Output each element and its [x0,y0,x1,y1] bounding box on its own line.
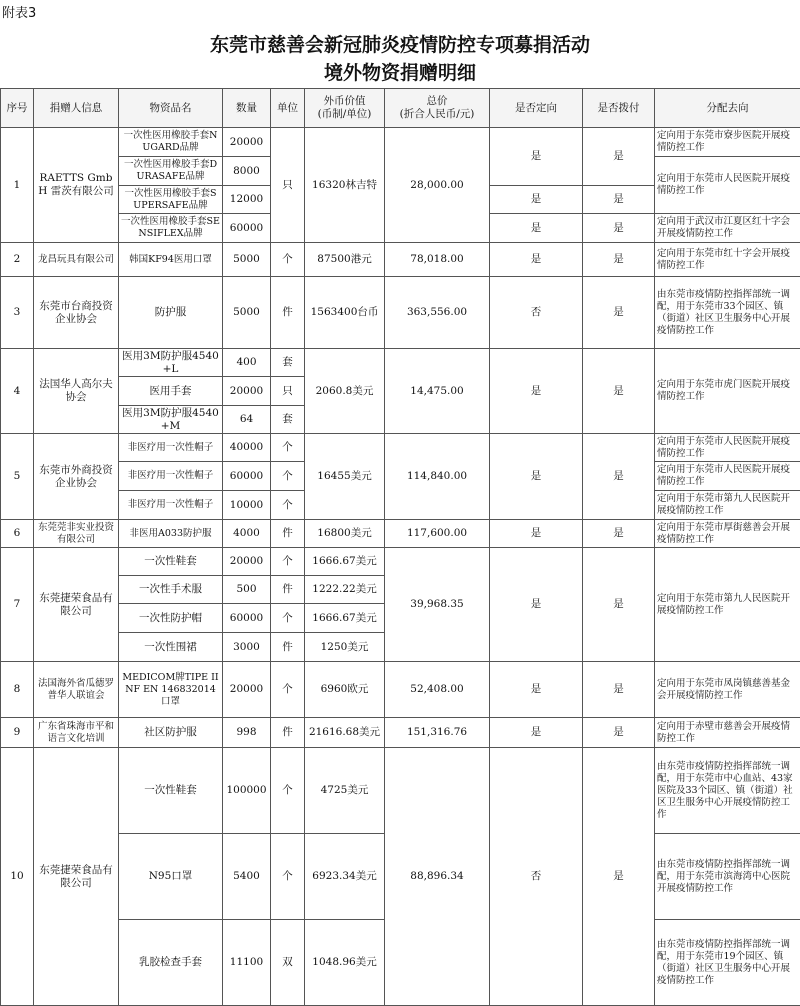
paid-cell: 是 [583,548,655,662]
header-directed: 是否定向 [490,89,583,128]
item-cell: 乳胶检查手套 [119,920,223,1006]
header-paid: 是否拨付 [583,89,655,128]
item-cell: 社区防护服 [119,718,223,748]
paid-cell: 是 [583,718,655,748]
directed-cell: 是 [490,434,583,520]
row-no: 4 [1,349,34,434]
item-cell: 防护服 [119,277,223,349]
directed-cell: 是 [490,548,583,662]
paid-cell: 是 [583,748,655,1006]
unit-cell: 个 [271,462,305,491]
donor-cell: RAETTS GmbH 雷茨有限公司 [34,128,119,243]
unit-cell: 件 [271,633,305,662]
row-no: 7 [1,548,34,662]
donor-cell: 广东省珠海市平和语言文化培训 [34,718,119,748]
qty-cell: 4000 [223,520,271,548]
qty-cell: 8000 [223,157,271,186]
directed-cell: 是 [490,349,583,434]
directed-cell: 否 [490,748,583,1006]
qty-cell: 100000 [223,748,271,834]
dest-cell: 定向用于东莞市厚街慈善会开展疫情防控工作 [655,520,800,548]
table-row [1,243,800,277]
dest-cell: 定向用于东莞市人民医院开展疫情防控工作 [655,462,800,491]
paid-cell: 是 [583,520,655,548]
fx-cell: 1666.67美元 [305,548,385,576]
dest-cell: 由东莞市疫情防控指挥部统一调配，用于东莞市滨海湾中心医院开展疫情防控工作 [655,834,800,920]
dest-cell: 定向用于赤壁市慈善会开展疫情防控工作 [655,718,800,748]
row-no: 1 [1,128,34,243]
item-cell: 非医疗用一次性帽子 [119,462,223,491]
document-subtitle: 境外物资捐赠明细 [0,58,800,85]
dest-cell: 定向用于东莞市人民医院开展疫情防控工作 [655,434,800,462]
total-cell: 78,018.00 [385,243,490,277]
fx-cell: 1222.22美元 [305,576,385,604]
dest-cell: 定向用于东莞市寮步医院开展疫情防控工作 [655,128,800,157]
donation-table [0,88,800,1006]
donor-cell: 东莞市外商投资企业协会 [34,434,119,520]
unit-cell: 套 [271,349,305,377]
table-row [1,128,800,157]
paid-cell: 是 [583,214,655,243]
unit-cell: 个 [271,834,305,920]
item-cell: 一次性防护帽 [119,604,223,633]
fx-cell: 1250美元 [305,633,385,662]
qty-cell: 20000 [223,377,271,406]
donor-cell: 东莞市台商投资企业协会 [34,277,119,349]
table-row [1,718,800,748]
qty-cell: 5000 [223,243,271,277]
dest-cell: 定向用于东莞市人民医院开展疫情防控工作 [655,157,800,214]
item-cell: N95口罩 [119,834,223,920]
fx-cell: 6923.34美元 [305,834,385,920]
unit-cell: 件 [271,576,305,604]
item-cell: 一次性鞋套 [119,748,223,834]
item-cell: 一次性医用橡胶手套SENSIFLEX品牌 [119,214,223,243]
paid-cell: 是 [583,662,655,718]
header-row [1,89,800,128]
row-no: 3 [1,277,34,349]
unit-cell: 个 [271,748,305,834]
donor-cell: 法国海外省瓜德罗普华人联谊会 [34,662,119,718]
dest-cell: 定向用于武汉市江夏区红十字会开展疫情防控工作 [655,214,800,243]
directed-cell: 否 [490,277,583,349]
unit-cell: 个 [271,662,305,718]
header-donor: 捐赠人信息 [34,89,119,128]
row-no: 2 [1,243,34,277]
donor-cell: 东莞莞非实业投资有限公司 [34,520,119,548]
item-cell: 医用3M防护服4540+M [119,406,223,434]
donor-cell: 东莞捷荣食品有限公司 [34,748,119,1006]
qty-cell: 60000 [223,462,271,491]
fx-cell: 1563400台币 [305,277,385,349]
qty-cell: 5000 [223,277,271,349]
item-cell: 非医疗用一次性帽子 [119,491,223,520]
table-row [1,349,800,377]
item-cell: 一次性医用橡胶手套DURASAFE品牌 [119,157,223,186]
header-no: 序号 [1,89,34,128]
directed-cell: 是 [490,214,583,243]
header-item: 物资品名 [119,89,223,128]
fx-cell: 87500港元 [305,243,385,277]
qty-cell: 20000 [223,548,271,576]
dest-cell: 定向用于东莞市第九人民医院开展疫情防控工作 [655,491,800,520]
table-row [1,434,800,462]
item-cell: 韩国KF94医用口罩 [119,243,223,277]
fx-cell: 1666.67美元 [305,604,385,633]
table-row [1,520,800,548]
fx-cell: 2060.8美元 [305,349,385,434]
item-cell: 医用手套 [119,377,223,406]
dest-cell: 定向用于东莞市红十字会开展疫情防控工作 [655,243,800,277]
total-cell: 151,316.76 [385,718,490,748]
qty-cell: 40000 [223,434,271,462]
qty-cell: 20000 [223,128,271,157]
unit-cell: 只 [271,377,305,406]
item-cell: 非医用A033防护服 [119,520,223,548]
directed-cell: 是 [490,186,583,214]
fx-cell: 16455美元 [305,434,385,520]
table-row [1,748,800,834]
row-no: 9 [1,718,34,748]
unit-cell: 个 [271,548,305,576]
unit-cell: 个 [271,491,305,520]
qty-cell: 20000 [223,662,271,718]
fx-cell: 6960欧元 [305,662,385,718]
dest-cell: 由东莞市疫情防控指挥部统一调配，用于东莞市中心血站、43家医院及33个园区、镇（街道）社区卫生服务中心开展疫情防控工作 [655,748,800,834]
total-cell: 114,840.00 [385,434,490,520]
donor-cell: 东莞捷荣食品有限公司 [34,548,119,662]
table-row [1,277,800,349]
total-cell: 363,556.00 [385,277,490,349]
dest-cell: 定向用于东莞市凤岗镇慈善基金会开展疫情防控工作 [655,662,800,718]
total-cell: 88,896.34 [385,748,490,1006]
item-cell: MEDICOM牌TIPE II NF EN 146832014口罩 [119,662,223,718]
directed-cell: 是 [490,662,583,718]
paid-cell: 是 [583,128,655,186]
item-cell: 一次性医用橡胶手套SUPERSAFE品牌 [119,186,223,214]
fx-cell: 21616.68美元 [305,718,385,748]
qty-cell: 5400 [223,834,271,920]
header-qty: 数量 [223,89,271,128]
dest-cell: 由东莞市疫情防控指挥部统一调配，用于东莞市19个园区、镇（街道）社区卫生服务中心开展疫情防控工作 [655,920,800,1006]
qty-cell: 12000 [223,186,271,214]
row-no: 10 [1,748,34,1006]
fx-cell: 16800美元 [305,520,385,548]
unit-cell: 个 [271,434,305,462]
qty-cell: 60000 [223,214,271,243]
row-no: 8 [1,662,34,718]
directed-cell: 是 [490,128,583,186]
dest-cell: 定向用于东莞市虎门医院开展疫情防控工作 [655,349,800,434]
unit-cell: 双 [271,920,305,1006]
item-cell: 一次性医用橡胶手套NUGARD品牌 [119,128,223,157]
qty-cell: 60000 [223,604,271,633]
table-row [1,662,800,718]
donor-cell: 龙昌玩具有限公司 [34,243,119,277]
item-cell: 一次性手术服 [119,576,223,604]
table-row [1,548,800,576]
directed-cell: 是 [490,243,583,277]
item-cell: 非医疗用一次性帽子 [119,434,223,462]
unit-cell: 个 [271,243,305,277]
directed-cell: 是 [490,520,583,548]
row-no: 6 [1,520,34,548]
header-unit: 单位 [271,89,305,128]
header-total: 总价 (折合人民币/元) [385,89,490,128]
item-cell: 一次性围裙 [119,633,223,662]
paid-cell: 是 [583,186,655,214]
fx-cell: 16320林吉特 [305,128,385,243]
total-cell: 14,475.00 [385,349,490,434]
header-dest: 分配去向 [655,89,800,128]
paid-cell: 是 [583,277,655,349]
total-cell: 117,600.00 [385,520,490,548]
paid-cell: 是 [583,434,655,520]
unit-cell: 件 [271,520,305,548]
document-title: 东莞市慈善会新冠肺炎疫情防控专项募捐活动 [0,30,800,57]
unit-cell: 件 [271,277,305,349]
unit-cell: 只 [271,128,305,243]
qty-cell: 11100 [223,920,271,1006]
fx-cell: 1048.96美元 [305,920,385,1006]
paid-cell: 是 [583,349,655,434]
total-cell: 52,408.00 [385,662,490,718]
directed-cell: 是 [490,718,583,748]
paid-cell: 是 [583,243,655,277]
item-cell: 一次性鞋套 [119,548,223,576]
item-cell: 医用3M防护服4540+L [119,349,223,377]
header-fx: 外币价值 (币制/单位) [305,89,385,128]
fx-cell: 4725美元 [305,748,385,834]
total-cell: 39,968.35 [385,548,490,662]
dest-cell: 定向用于东莞市第九人民医院开展疫情防控工作 [655,548,800,662]
qty-cell: 64 [223,406,271,434]
qty-cell: 10000 [223,491,271,520]
annex-label: 附表3 [2,2,36,21]
unit-cell: 个 [271,604,305,633]
row-no: 5 [1,434,34,520]
qty-cell: 400 [223,349,271,377]
qty-cell: 3000 [223,633,271,662]
qty-cell: 500 [223,576,271,604]
donor-cell: 法国华人高尔夫协会 [34,349,119,434]
dest-cell: 由东莞市疫情防控指挥部统一调配，用于东莞市33个园区、镇（街道）社区卫生服务中心开展疫情防控工作 [655,277,800,349]
unit-cell: 件 [271,718,305,748]
unit-cell: 套 [271,406,305,434]
qty-cell: 998 [223,718,271,748]
total-cell: 28,000.00 [385,128,490,243]
